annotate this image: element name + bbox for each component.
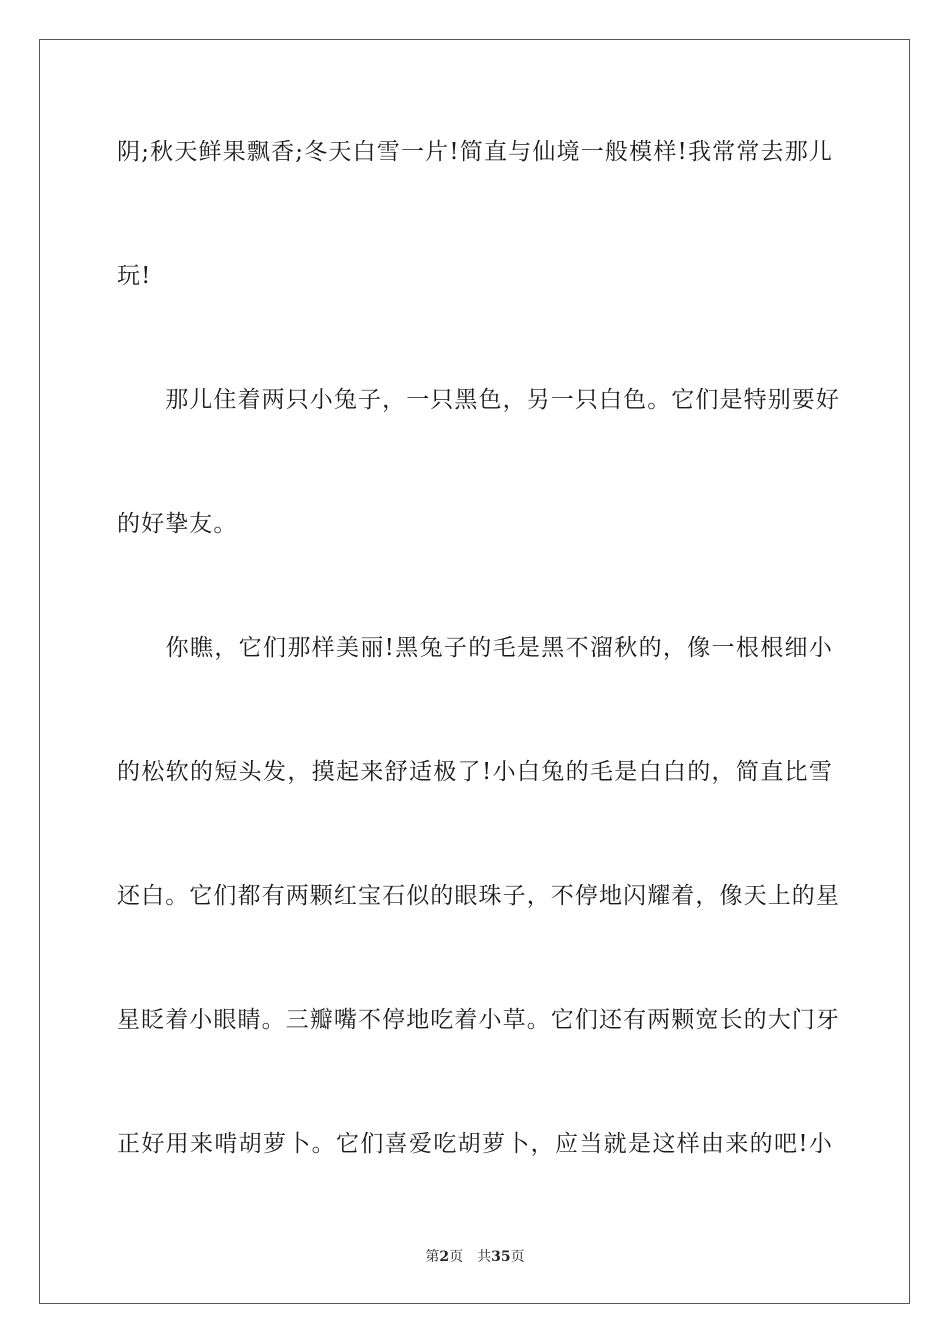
page-border bbox=[39, 39, 910, 1304]
text-line: 还白。它们都有两颗红宝石似的眼珠子，不停地闪耀着，像天上的星 bbox=[117, 883, 840, 909]
text-line: 玩! bbox=[117, 263, 152, 289]
total-suffix: 页 bbox=[510, 1249, 525, 1265]
text-line: 阴;秋天鲜果飘香;冬天白雪一片!简直与仙境一般模样!我常常去那儿 bbox=[117, 139, 833, 165]
text-line: 星眨着小眼睛。三瓣嘴不停地吃着小草。它们还有两颗宽长的大门牙 bbox=[117, 1007, 840, 1033]
text-line: 的好挚友。 bbox=[117, 511, 238, 537]
page-number: 2 bbox=[439, 1249, 450, 1265]
text-line: 那儿住着两只小兔子，一只黑色，另一只白色。它们是特别要好 bbox=[117, 387, 840, 413]
page-prefix: 第 bbox=[425, 1249, 440, 1265]
text-line: 你瞧，它们那样美丽!黑兔子的毛是黑不溜秋的，像一根根细小 bbox=[117, 635, 833, 661]
page-suffix: 页 bbox=[449, 1249, 464, 1265]
total-prefix: 共 bbox=[477, 1249, 492, 1265]
text-line: 正好用来啃胡萝卜。它们喜爱吃胡萝卜，应当就是这样由来的吧!小 bbox=[117, 1131, 833, 1157]
text-line: 的松软的短头发，摸起来舒适极了!小白兔的毛是白白的，简直比雪 bbox=[117, 759, 833, 785]
page-footer bbox=[0, 1248, 950, 1266]
total-pages: 35 bbox=[491, 1249, 511, 1265]
